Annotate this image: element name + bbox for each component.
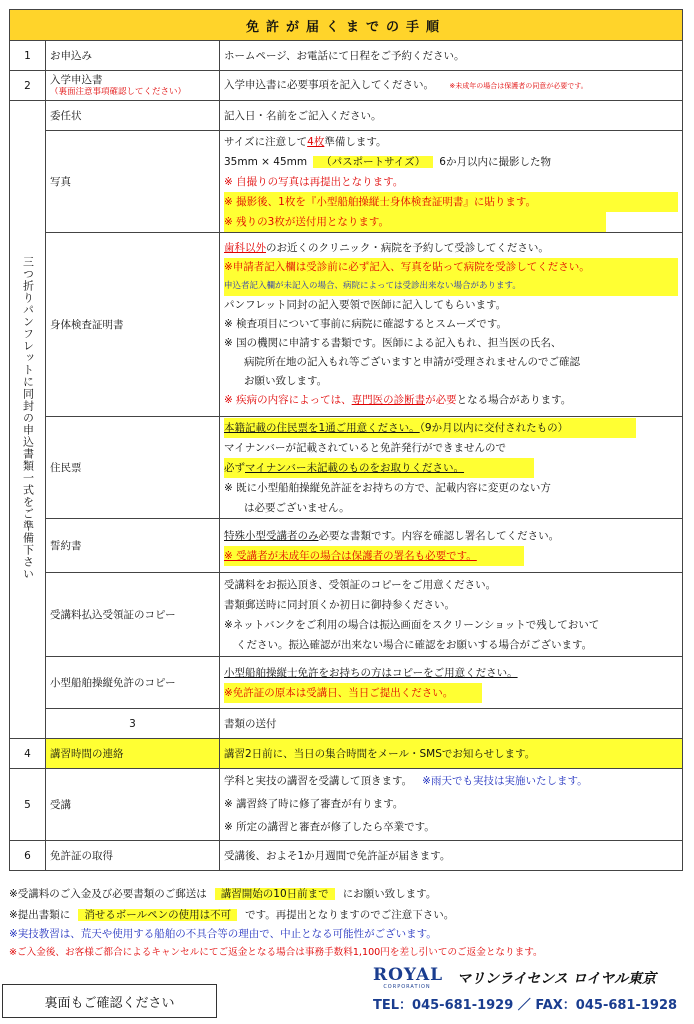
step-row-2 [10, 71, 683, 101]
doc-label: 小型船舶操縦免許のコピー [46, 657, 220, 709]
text: サイズに注意して [224, 135, 308, 148]
step-label: 受講 [46, 769, 220, 841]
content-line: ※ネットバンクをご利用の場合は振込画面をスクリーンショットで残しておいて [224, 618, 600, 631]
content-line: ※ 所定の講習と審査が修了したら卒業です。 [224, 821, 435, 833]
content-line: ホームページ、お電話にて日程をご予約ください。 [224, 49, 465, 62]
content-line: 講習2日前に、当日の集合時間をメール・SMSでお知らせします。 [224, 747, 536, 760]
text: 35mm × 45mm [224, 155, 308, 168]
content-line: 受講後、およそ1か月週間で免許証が届きます。 [224, 849, 451, 862]
warning-text: ※ 疾病の内容によっては、 [224, 394, 352, 406]
doc-row-seiyaku [10, 519, 683, 573]
text: 必ず [224, 461, 245, 474]
doc-label: 受講料払込受領証のコピー [46, 573, 220, 657]
doc-content [220, 519, 683, 573]
doc-row-photo [10, 131, 683, 233]
doc-row-health [10, 233, 683, 417]
content-line: 入学申込書に必要事項を記入してください。 [224, 79, 434, 91]
doc-row-fee [10, 573, 683, 657]
emphasis: 特殊小型受講者のみ [224, 529, 319, 542]
doc-label: 住民票 [46, 417, 220, 519]
warning-line: ※免許証の原本は受講日、当日ご提出ください。 [224, 683, 482, 703]
warning-line: ※ 残りの3枚が送付用となります。 [224, 215, 389, 228]
label-text: 入学申込書 [50, 73, 103, 86]
content-line: 小型船舶操縦士免許をお持ちの方はコピーをご用意ください。 [224, 666, 518, 679]
doc-row-juminhyo [10, 417, 683, 519]
company-name: マリンライセンス ロイヤル東京 [457, 971, 657, 987]
content-line: 受講料をお振込頂き、受領証のコピーをご用意ください。 [224, 578, 497, 591]
content-line: ※ 国の機関に申請する書類です。医師による記入もれ、担当医の氏名、 [224, 337, 562, 349]
step-number: 6 [10, 841, 46, 871]
text: （9か月以内に交付されたもの） [419, 421, 569, 434]
text: 6か月以内に撮影した物 [439, 155, 551, 168]
procedure-table [9, 9, 683, 871]
footer-note-3: ※実技教習は、荒天や使用する船舶の不具合等の理由で、中止となる可能性がございます。 [9, 928, 437, 940]
logo-subtext: CORPORATION [383, 984, 431, 990]
text: 準備します。 [324, 135, 387, 148]
label-note: （裏面注意事項確認してください） [50, 86, 187, 97]
side-label-cell [10, 101, 46, 739]
step-label: 書類の送付 [220, 709, 683, 739]
text: ※提出書類に [9, 909, 71, 921]
step-content [220, 41, 683, 71]
step-row-3 [10, 709, 683, 739]
doc-label: 誓約書 [46, 519, 220, 573]
doc-content [220, 417, 683, 519]
content-line: ※ 既に小型船舶操縦免許証をお持ちの方で、記載内容に変更のない方 [224, 481, 551, 494]
emphasis: 歯科以外 [224, 242, 266, 254]
step-label: 免許証の取得 [46, 841, 220, 871]
step-number: 1 [10, 41, 46, 71]
doc-row-license-copy [10, 657, 683, 709]
content-line: 記入日・名前をご記入ください。 [224, 109, 382, 122]
count-emphasis: 4枚 [307, 135, 325, 148]
step-content [220, 841, 683, 871]
content-line: お願い致します。 [244, 375, 328, 387]
step-number: 3 [46, 709, 220, 739]
doc-content [220, 131, 683, 233]
notice-text: ※雨天でも実技は実施いたします。 [422, 775, 588, 787]
royal-logo [373, 965, 444, 996]
footer-note-1 [9, 885, 436, 904]
step-number: 5 [10, 769, 46, 841]
step-row-6 [10, 841, 683, 871]
warning-line: ※ 撮影後、1枚を『小型船舶操縦士身体検査証明書』に貼ります。 [224, 192, 678, 212]
step-content [220, 769, 683, 841]
doc-label: 身体検査証明書 [46, 233, 220, 417]
footer-note-2 [9, 906, 454, 925]
text: 学科と実技の講習を受講して頂きます。 [224, 775, 413, 787]
warning-text: が必要 [425, 394, 457, 406]
page-title: 免許が届くまでの手順 [10, 10, 683, 41]
step-label [46, 71, 220, 101]
step-label: お申込み [46, 41, 220, 71]
content-line: 書類郵送時に同封頂くか初日に御持参ください。 [224, 598, 455, 611]
content-line: マイナンバーが記載されていると免許発行ができませんので [224, 441, 507, 454]
back-side-note: 裏面もご確認ください [2, 984, 217, 1018]
doc-row-inin [10, 101, 683, 131]
text: ※受講料のご入金及び必要書類のご郵送は [9, 888, 207, 900]
text: にお願い致します。 [342, 888, 437, 900]
emphasis: 本籍記載の住民票を1通ご用意ください。 [224, 421, 420, 434]
side-label: 三つ折りパンフレットに同封の申込書類一式をご準備下さい [21, 256, 35, 580]
content-line: ※ 検査項目について事前に病院に確認するとスムーズです。 [224, 318, 508, 330]
passport-size-highlight: （パスポートサイズ） [313, 156, 433, 168]
minor-note: ※未成年の場合は保護者の同意が必要です。 [449, 82, 588, 90]
logo-text: ROYAL [373, 965, 444, 985]
doc-content [220, 657, 683, 709]
highlight-line [224, 212, 606, 232]
doc-content [220, 233, 683, 417]
warning-line: ※申請者記入欄は受診前に必ず記入、写真を貼って病院を受診してください。 [224, 258, 678, 277]
doc-label: 委任状 [46, 101, 220, 131]
pen-warning-highlight: 消せるボールペンの使用は不可 [78, 909, 237, 921]
warning-line: ※ 自撮りの写真は再提出となります。 [224, 175, 404, 188]
step-row-5 [10, 769, 683, 841]
notice-line: 申込者記入欄が未記入の場合、病院によっては受診出来ない場合があります。 [224, 277, 678, 296]
content-line: パンフレット同封の記入要領で医師に記入してもらいます。 [224, 299, 507, 311]
step-number: 4 [10, 739, 46, 769]
contact-numbers: TEL：045-681-1929 ／ FAX：045-681-1928 [373, 998, 678, 1013]
step-row-1 [10, 41, 683, 71]
content-line: は必要ございません。 [244, 501, 350, 514]
text: です。再提出となりますのでご注意下さい。 [245, 909, 455, 921]
text: となる場合があります。 [456, 394, 572, 406]
content-line: 病院所在地の記入もれ等ございますと申請が受理されませんのでご確認 [244, 356, 580, 368]
doc-content [220, 573, 683, 657]
step-row-4 [10, 739, 683, 769]
emphasis: マイナンバー未記載のものをお取りください。 [245, 461, 465, 474]
emphasis: 専門医の診断書 [351, 394, 426, 406]
step-content [220, 71, 683, 101]
step-label: 講習時間の連絡 [46, 739, 220, 769]
footer-note-4: ※ご入金後、お客様ご都合によるキャンセルにてご返金となる場合は事務手数料1,100円を差し引いてのご返金となります。 [9, 947, 543, 958]
deadline-highlight: 講習開始の10日前まで [215, 888, 335, 900]
doc-label: 写真 [46, 131, 220, 233]
text: 必要な書類です。内容を確認し署名してください。 [318, 529, 560, 542]
content-line: ※ 講習終了時に修了審査が有ります。 [224, 798, 404, 810]
title-row [10, 10, 683, 41]
content-line: ください。振込確認が出来ない場合に確認をお願いする場合がございます。 [236, 638, 593, 651]
step-number: 2 [10, 71, 46, 101]
doc-content [220, 101, 683, 131]
text: のお近くのクリニック・病院を予約して受診してください。 [266, 242, 549, 254]
warning-line: ※ 受講者が未成年の場合は保護者の署名も必要です。 [224, 546, 524, 566]
step-content [220, 739, 683, 769]
